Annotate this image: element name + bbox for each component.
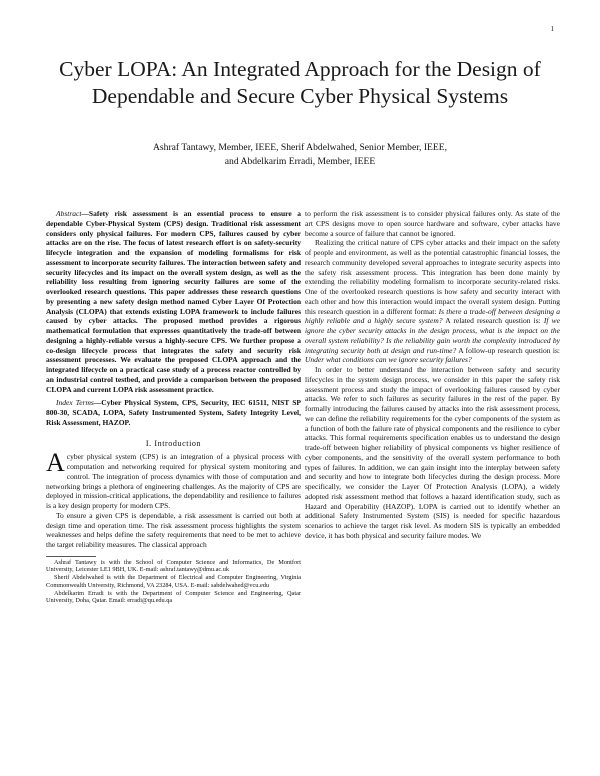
right-paragraph-1: to perform the risk assessment is to consider physical failures only. As state of the art CPS designs move to open source hardware and software, cyber attacks have become a source of failure that cannot be ignored. [305, 209, 560, 238]
section-heading-introduction: I. Introduction [145, 438, 202, 448]
intro-paragraph-1 [46, 448, 301, 511]
right-paragraph-2-part-a: Realizing the critical nature of CPS cyber attacks and their impact on the safety of people and environment, as well as the potential catastrophic financial losses, the research community developed several approaches to integrate security aspects into the safety risk assessment process. This integration has been done mainly by extending the reliability modeling formalism to incorporate security-related risks. One of the overlooked research questions is how safety and security interact with each other and how this interaction would impact the overall system design. Putting this research question in a different format: [305, 238, 560, 316]
right-paragraph-3: In order to better understand the interaction between safety and security lifecycles in the system design process, we consider in this paper the safety risk assessment process and study the impact of overlooking failures caused by cyber attacks. We refer to such failures as security failures in the rest of the paper. By formally introducing the failures caused by attacks into the risk assessment process, we can define the reliability requirements for the cyber components of the system as a function of both the failure rate of physical components and the resilience to cyber attacks. This formal requirements specification enables us to understand the design trade-off between higher reliability of physical components vs higher resilience of cyber components, and the sensitivity of the overall system performance to both types of failures. In addition, we can gain insight into the interplay between safety and security and how to integrate both lifecycles during the design process. More specifically, we consider the Layer Of Protection Analysis (LOPA), a widely adopted risk assessment method that follows a hazard identification study, such as Hazard and Operability (HAZOP). LOPA is carried out to identify whether an additional Safety Instrumented System (SIS) is needed for specific hazardous scenarios to achieve the target risk level. As modern SIS is typically an embedded device, it has both physical and security failure modes. We [305, 365, 560, 540]
right-paragraph-2-part-c: A follow-up research question is: [456, 345, 560, 355]
intro-paragraph-2: To ensure a given CPS is dependable, a risk assessment is carried out both at design time and operation time. The risk assessment process highlights the system weaknesses and helps define the safety requirements that need to be met to achieve the target reliability measures. The classical approach [46, 510, 301, 549]
right-paragraph-2 [305, 238, 560, 365]
page-number: 1 [550, 25, 554, 33]
footnote-author-1: Ashraf Tantawy is with the School of Computer Science and Informatics, De Montfort University, Leicester LE1 9BH, UK. E-mail: ashraf.tantawy@dmu.ac.uk [46, 558, 301, 574]
paper-title: Cyber LOPA: An Integrated Approach for the Design of Dependable and Secure Cyber Physical Systems [59, 57, 541, 108]
research-question-1: Is there a trade-off between designing a highly reliable and a highly secure system? [305, 306, 560, 326]
author-line-1: Ashraf Tantawy, Member, IEEE, Sherif Abdelwahed, Senior Member, IEEE, [152, 142, 447, 153]
footnote-author-2: Sherif Abdelwahed is with the Department of Electrical and Computer Engineering, Virginia Commonwealth University, Richmond, VA 23284, USA. E-mail: sabdelwahed@vcu.edu [46, 574, 301, 589]
drop-cap: A [46, 448, 65, 478]
left-column [46, 209, 301, 605]
intro-paragraph-1-text: cyber physical system (CPS) is an integration of a physical process with computation and networking required for physical system monitoring and control. The integration of process dynamics with those of computation and networking brings a plethora of engineering challenges. As the majority of CPS are deployed in mission-critical applications, the dependability and resilience to failures is a key design property for modern CPS. [46, 452, 301, 510]
author-line-2: and Abdelkarim Erradi, Member, IEEE [224, 155, 376, 167]
author-block [30, 141, 570, 168]
right-paragraph-2-part-b: A related research question is: [442, 316, 544, 326]
abstract-text: —Safety risk assessment is an essential process to ensure a dependable Cyber-Physical System (CPS) design. Traditional risk assessment considers only physical failures. For modern CPS, failures caused by cyber attacks are on the rise. The focus of latest research effort is on safety-security lifecycle integration and the expansion of modeling formalisms for risk assessment to incorporate security failures. The interaction between safety and security lifecycles and its impact on the overall system design, as well as the reliability loss resulting from ignoring security failures are some of the overlooked research questions. This paper addresses these research questions by presenting a new safety design method named Cyber Layer Of Protection Analysis (CLOPA) that extends existing LOPA framework to include failures caused by cyber attacks. The proposed method provides a rigorous mathematical formulation that expresses quantitatively the trade-off between designing a highly-reliable versus a highly-secure CPS. We further propose a co-design lifecycle process that integrates the safety and security risk assessment processes. We evaluate the proposed CLOPA approach and the integrated lifecycle on a practical case study of a process reactor controlled by an industrial control testbed, and provide a comparison between the proposed CLOPA and current LOPA risk assessment practice. [46, 209, 301, 394]
footnote-author-3: Abdelkarim Erradi is with the Department of Computer Science and Engineering, Qatar University, Doha, Qatar. Email: erradi@qu.edu.qa [46, 589, 301, 605]
footnote-divider [46, 556, 96, 557]
index-terms-text: —Cyber Physical System, CPS, Security, IEC 61511, NIST SP 800-30, SCADA, LOPA, Safety Instrumented System, Safety Integrity Level, Risk Assessment, HAZOP. [46, 398, 301, 427]
abstract-label: Abstract [56, 209, 82, 218]
index-terms-label: Index Terms [56, 398, 94, 408]
abstract [46, 209, 301, 394]
research-question-2: If we ignore the cyber security attacks in the design process, what is the impact on the overall system reliability? Is the reliability gain worth the complexity introduced by integrating security both at design and run-time? [305, 316, 560, 355]
research-question-3: Under what conditions can we ignore security failures? [305, 355, 472, 365]
index-terms [46, 398, 301, 427]
right-column [305, 209, 560, 541]
